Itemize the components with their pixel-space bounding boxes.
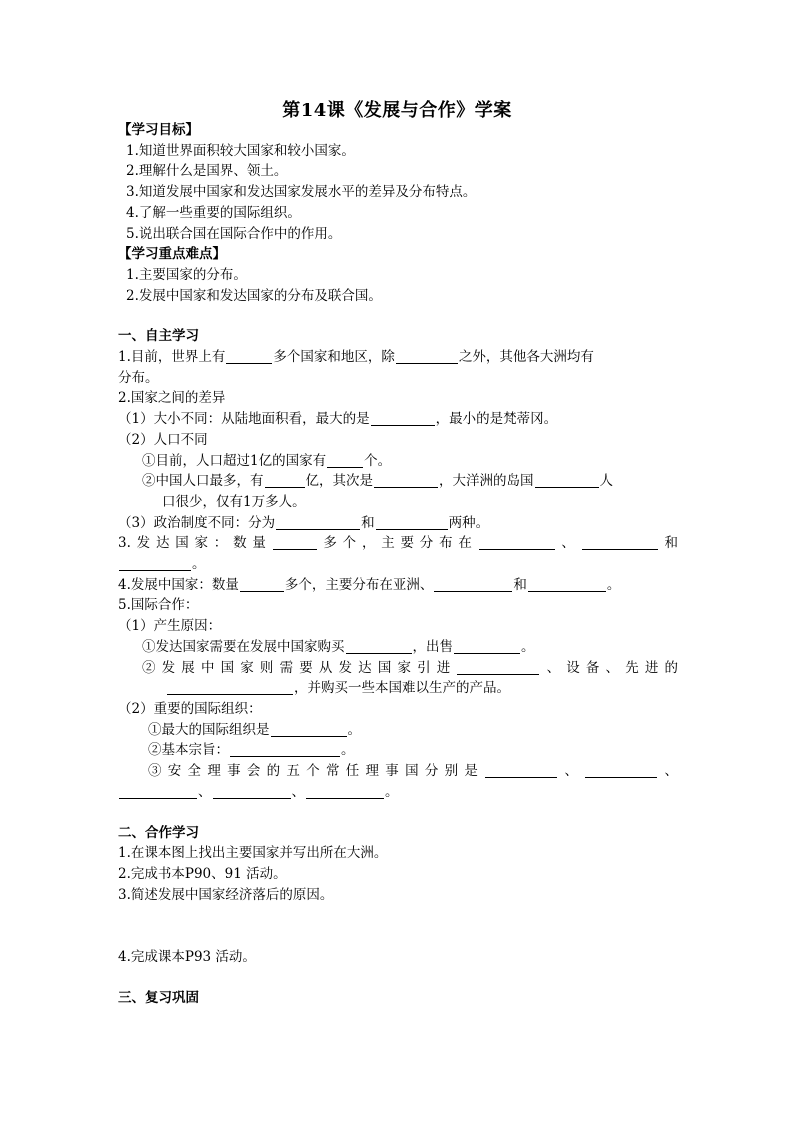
answer-blank[interactable] (346, 638, 412, 654)
question-2-2-ii: ②中国人口最多，有 亿，其次是 ，大洋洲的岛国 人 (142, 473, 613, 490)
coop-item: 3.简述发展中国家经济落后的原因。 (118, 886, 334, 903)
question-4: 4.发展中国家：数量 多个，主要分布在亚洲、 和 。 (118, 576, 621, 593)
answer-blank[interactable] (528, 576, 606, 592)
goal-item: 2.理解什么是国界、领土。 (126, 163, 288, 180)
question-1: 1.目前，世界上有 多个国家和地区，除 之外，其他各大洲均有 (118, 349, 594, 366)
question-5-1-ii-cont: ，并购买一些本国难以生产的产品。 (118, 678, 678, 699)
goals-heading: 【学习目标】 (118, 122, 199, 138)
key-points-heading: 【学习重点难点】 (118, 246, 226, 263)
goal-item: 4.了解一些重要的国际组织。 (126, 204, 301, 221)
answer-blank[interactable] (535, 472, 599, 488)
question-2-3: （3）政治制度不同：分为 和 两种。 (118, 514, 490, 531)
review-heading: 三、复习巩固 (118, 990, 199, 1007)
answer-blank[interactable] (240, 576, 284, 592)
answer-blank[interactable] (167, 679, 293, 695)
question-3: 3.发达国家：数量 多个，主要分布在 、 和 (118, 535, 678, 552)
question-3-cont: 。 (118, 554, 678, 575)
coop-heading: 二、合作学习 (118, 824, 199, 841)
self-study-heading: 一、自主学习 (118, 328, 199, 345)
answer-blank[interactable] (479, 534, 555, 550)
question-5-2-i: ①最大的国际组织是 。 (148, 721, 361, 738)
answer-blank[interactable] (273, 534, 317, 550)
answer-blank[interactable] (434, 576, 512, 592)
goal-item: 3.知道发展中国家和发达国家发展水平的差异及分布特点。 (126, 184, 477, 201)
coop-item: 1.在课本图上找出主要国家并写出所在大洲。 (118, 845, 388, 862)
answer-blank[interactable] (585, 762, 657, 778)
answer-blank[interactable] (374, 472, 438, 488)
question-5-1-ii: ②发展中国家则需要从发达国家引进 、设备、先进的 (142, 659, 679, 676)
page-title: 第14课《发展与合作》学案 (282, 100, 512, 121)
goal-item: 1.知道世界面积较大国家和较小国家。 (126, 142, 355, 159)
answer-blank[interactable] (265, 472, 305, 488)
question-1-cont: 分布。 (118, 369, 159, 386)
answer-blank[interactable] (327, 452, 363, 468)
question-5-2: （2）重要的国际组织： (118, 700, 262, 717)
question-2-2: （2）人口不同 (118, 431, 208, 448)
answer-blank[interactable] (230, 741, 340, 757)
answer-blank[interactable] (306, 783, 384, 799)
worksheet-content (118, 120, 678, 1009)
answer-blank[interactable] (454, 638, 520, 654)
question-5-2-iii: ③安全理事会的五个常任理事国分别是 、 、 (148, 763, 679, 780)
answer-blank[interactable] (213, 783, 291, 799)
answer-blank[interactable] (119, 555, 191, 571)
coop-item: 4.完成课本P93 活动。 (118, 949, 256, 966)
answer-blank[interactable] (119, 783, 197, 799)
question-5-2-ii: ②基本宗旨： 。 (148, 742, 355, 759)
question-2-1: （1）大小不同：从陆地面积看，最大的是 ，最小的是梵蒂冈。 (118, 411, 558, 428)
question-2-2-ii-cont: 口很少，仅有1万多人。 (162, 493, 306, 510)
question-5-1-i: ①发达国家需要在发展中国家购买 ，出售 。 (142, 638, 535, 655)
key-point-item: 1.主要国家的分布。 (126, 266, 247, 283)
goal-item: 5.说出联合国在国际合作中的作用。 (126, 225, 342, 242)
question-2: 2.国家之间的差异 (118, 390, 226, 407)
answer-blank[interactable] (457, 659, 539, 675)
question-2-2-i: ①目前，人口超过1亿的国家有 个。 (142, 452, 392, 469)
answer-blank[interactable] (376, 514, 448, 530)
answer-blank[interactable] (485, 762, 557, 778)
question-5-1: （1）产生原因： (118, 618, 222, 635)
coop-item: 2.完成书本P90、91 活动。 (118, 865, 287, 882)
answer-blank[interactable] (371, 410, 435, 426)
answer-blank[interactable] (271, 721, 347, 737)
key-point-item: 2.发展中国家和发达国家的分布及联合国。 (126, 287, 382, 304)
question-5: 5.国际合作： (118, 597, 199, 614)
answer-blank[interactable] (276, 514, 360, 530)
answer-blank[interactable] (396, 348, 458, 364)
answer-blank[interactable] (582, 534, 658, 550)
answer-blank[interactable] (226, 348, 272, 364)
question-5-2-iii-cont: 、 、 。 (118, 782, 678, 803)
